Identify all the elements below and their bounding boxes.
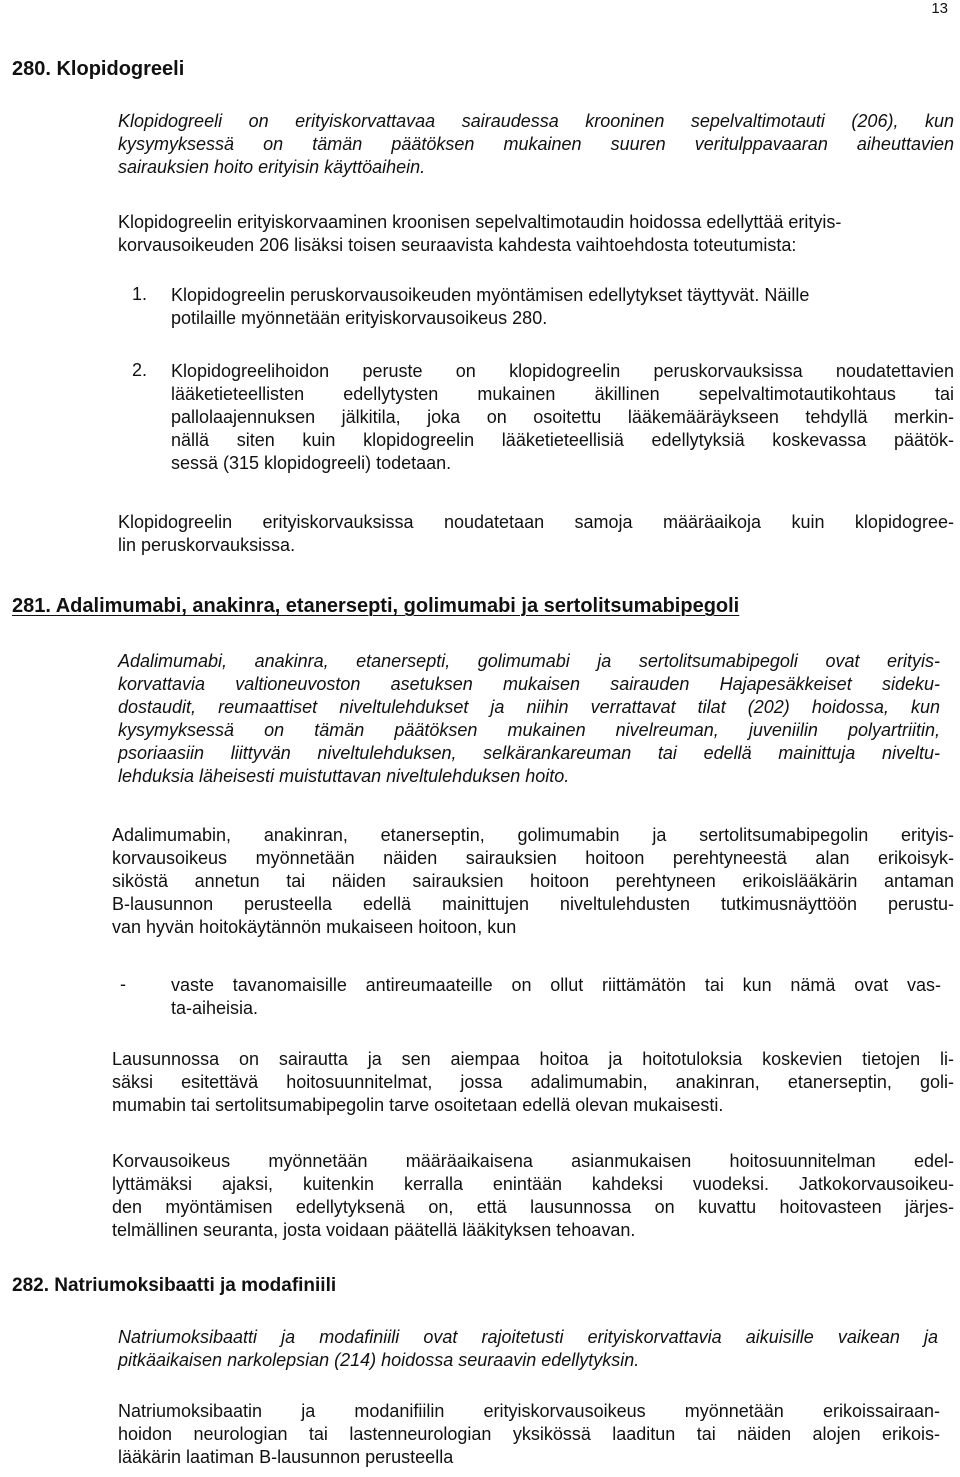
section-281-heading: [12, 595, 739, 618]
text-line: psoriaasiin liittyvän niveltulehduksen, selkärankareuman tai edellä mainittuja niveltu-: [118, 743, 940, 763]
text-line: korvausoikeuden 206 lisäksi toisen seuraavista kahdesta vaihtoehdosta toteutumista:: [118, 235, 797, 255]
section-281-intro: [118, 650, 940, 788]
text-line: Lausunnossa on sairautta ja sen aiempaa hoitoa ja hoitotuloksia koskevien tietojen li-: [112, 1049, 954, 1069]
text-line: Korvausoikeus myönnetään määräaikaisena asianmukaisen hoitosuunnitelman edel-: [112, 1151, 954, 1171]
text-line: lin peruskorvauksissa.: [118, 535, 296, 555]
text-line: kysymyksessä on tämän päätöksen mukainen suuren veritulppavaaran aiheuttavien: [118, 134, 954, 154]
text-line: korvausoikeus myönnetään näiden sairauksien hoitoon perehtyneestä alan erikoisyk-: [112, 848, 954, 868]
text-line: lääkärin laatiman B-lausunnon perusteella: [118, 1447, 454, 1467]
section-281-heading-text: 281. Adalimumabi, anakinra, etanersepti, golimumabi ja sertolitsumabipegoli: [12, 595, 740, 617]
text-line: lehduksia läheisesti muistuttavan niveltulehduksen hoito.: [118, 766, 570, 786]
text-line: Natriumoksibaatin ja modanifiilin erityiskorvausoikeus myönnetään erikoissairaan-: [118, 1401, 940, 1421]
section-280-deadline: [118, 511, 954, 557]
text-line: B-lausunnon perusteella edellä mainittujen niveltulehdusten tutkimusnäyttöön perustu-: [112, 894, 954, 914]
text-line: sairauksien hoito erityisin käyttöaihein.: [118, 157, 426, 177]
text-line: Klopidogreelin peruskorvausoikeuden myöntämisen edellytykset täyttyvät. Näille: [171, 285, 810, 305]
section-281-bullet: [171, 974, 941, 1020]
text-line: vaste tavanomaisille antireumaateille on ollut riittämätön tai kun nämä ovat vas-: [171, 975, 941, 995]
text-line: lyttämäksi ajaksi, kuitenkin kerralla enintään kahdeksi vuodeksi. Jatkokorvausoikeu-: [112, 1174, 954, 1194]
text-line: nällä siten kuin klopidogreelin lääketieteellisiä edellytyksiä koskevassa päätök-: [171, 430, 954, 450]
text-line: säksi esitettävä hoitosuunnitelmat, jossa adalimumabin, anakinran, etanerseptin, goli-: [112, 1072, 954, 1092]
text-line: hoidon neurologian tai lastenneurologian yksikössä laaditun tai näiden alojen erikois-: [118, 1424, 940, 1444]
section-281-statement: [112, 1048, 954, 1117]
text-line: Klopidogreelin erityiskorvaaminen kroonisen sepelvaltimotaudin hoidossa edellyttää erityis-: [118, 212, 842, 232]
page-number: 13: [931, 0, 948, 17]
list-item-number: 1.: [132, 284, 148, 304]
text-line: pallolaajennuksen jälkitila, joka on osoitettu lääkemääräykseen tehdyllä merkin-: [171, 407, 954, 427]
text-line: ta-aiheisia.: [171, 998, 259, 1018]
text-line: telmällinen seuranta, josta voidaan päätellä lääkityksen tehoavan.: [112, 1220, 636, 1240]
text-line: van hyvän hoitokäytännön mukaiseen hoitoon, kun: [112, 917, 517, 937]
section-280-item-1: [171, 284, 809, 330]
section-280-condition: [118, 211, 841, 257]
text-line: korvattavia valtioneuvoston asetuksen mukaisen sairauden Hajapesäkkeiset sideku-: [118, 674, 940, 694]
text-line: potilaille myönnetään erityiskorvausoikeus 280.: [171, 308, 548, 328]
text-line: Klopidogreelin erityiskorvauksissa noudatetaan samoja määräaikoja kuin klopidogree-: [118, 512, 954, 532]
text-line: sessä (315 klopidogreeli) todetaan.: [171, 453, 452, 473]
text-line: Adalimumabi, anakinra, etanersepti, golimumabi ja sertolitsumabipegoli ovat erityis-: [118, 651, 940, 671]
section-281-duration: [112, 1150, 954, 1242]
text-line: Adalimumabin, anakinran, etanerseptin, golimumabin ja sertolitsumabipegolin erityis-: [112, 825, 954, 845]
text-line: siköstä annetun tai näiden sairauksien hoitoon perehtyneen erikoislääkärin antaman: [112, 871, 954, 891]
text-line: Klopidogreelihoidon peruste on klopidogreelin peruskorvauksissa noudatettavien: [171, 361, 954, 381]
section-281-right: [112, 824, 954, 939]
text-line: dostaudit, reumaattiset niveltulehdukset ja niihin verrattavat tilat (202) hoidossa, kun: [118, 697, 940, 717]
text-line: Natriumoksibaatti ja modafiniili ovat rajoitetusti erityiskorvattavia aikuisille vaikean ja: [118, 1327, 938, 1347]
section-280-item-2: [171, 360, 954, 475]
bullet-dash: -: [120, 974, 126, 994]
section-282-intro: [118, 1326, 938, 1372]
section-282-right: [118, 1400, 940, 1469]
section-280-intro: [118, 110, 954, 179]
section-282-heading: 282. Natriumoksibaatti ja modafiniili: [12, 1275, 337, 1296]
text-line: lääketieteellisten edellytysten mukainen äkillinen sepelvaltimotautikohtaus tai: [171, 384, 954, 404]
text-line: kysymyksessä on tämän päätöksen mukainen nivelreuman, juveniilin polyartriitin,: [118, 720, 940, 740]
list-item-number: 2.: [132, 360, 148, 380]
text-line: Klopidogreeli on erityiskorvattavaa sairaudessa krooninen sepelvaltimotauti (206), kun: [118, 111, 954, 131]
text-line: pitkäaikaisen narkolepsian (214) hoidossa seuraavin edellytyksin.: [118, 1350, 640, 1370]
text-line: mumabin tai sertolitsumabipegolin tarve osoitetaan edellä olevan mukaisesti.: [112, 1095, 724, 1115]
section-280-heading: 280. Klopidogreeli: [12, 58, 185, 80]
text-line: den myöntämisen edellytyksenä on, että lausunnossa on kuvattu hoitovasteen järjes-: [112, 1197, 954, 1217]
